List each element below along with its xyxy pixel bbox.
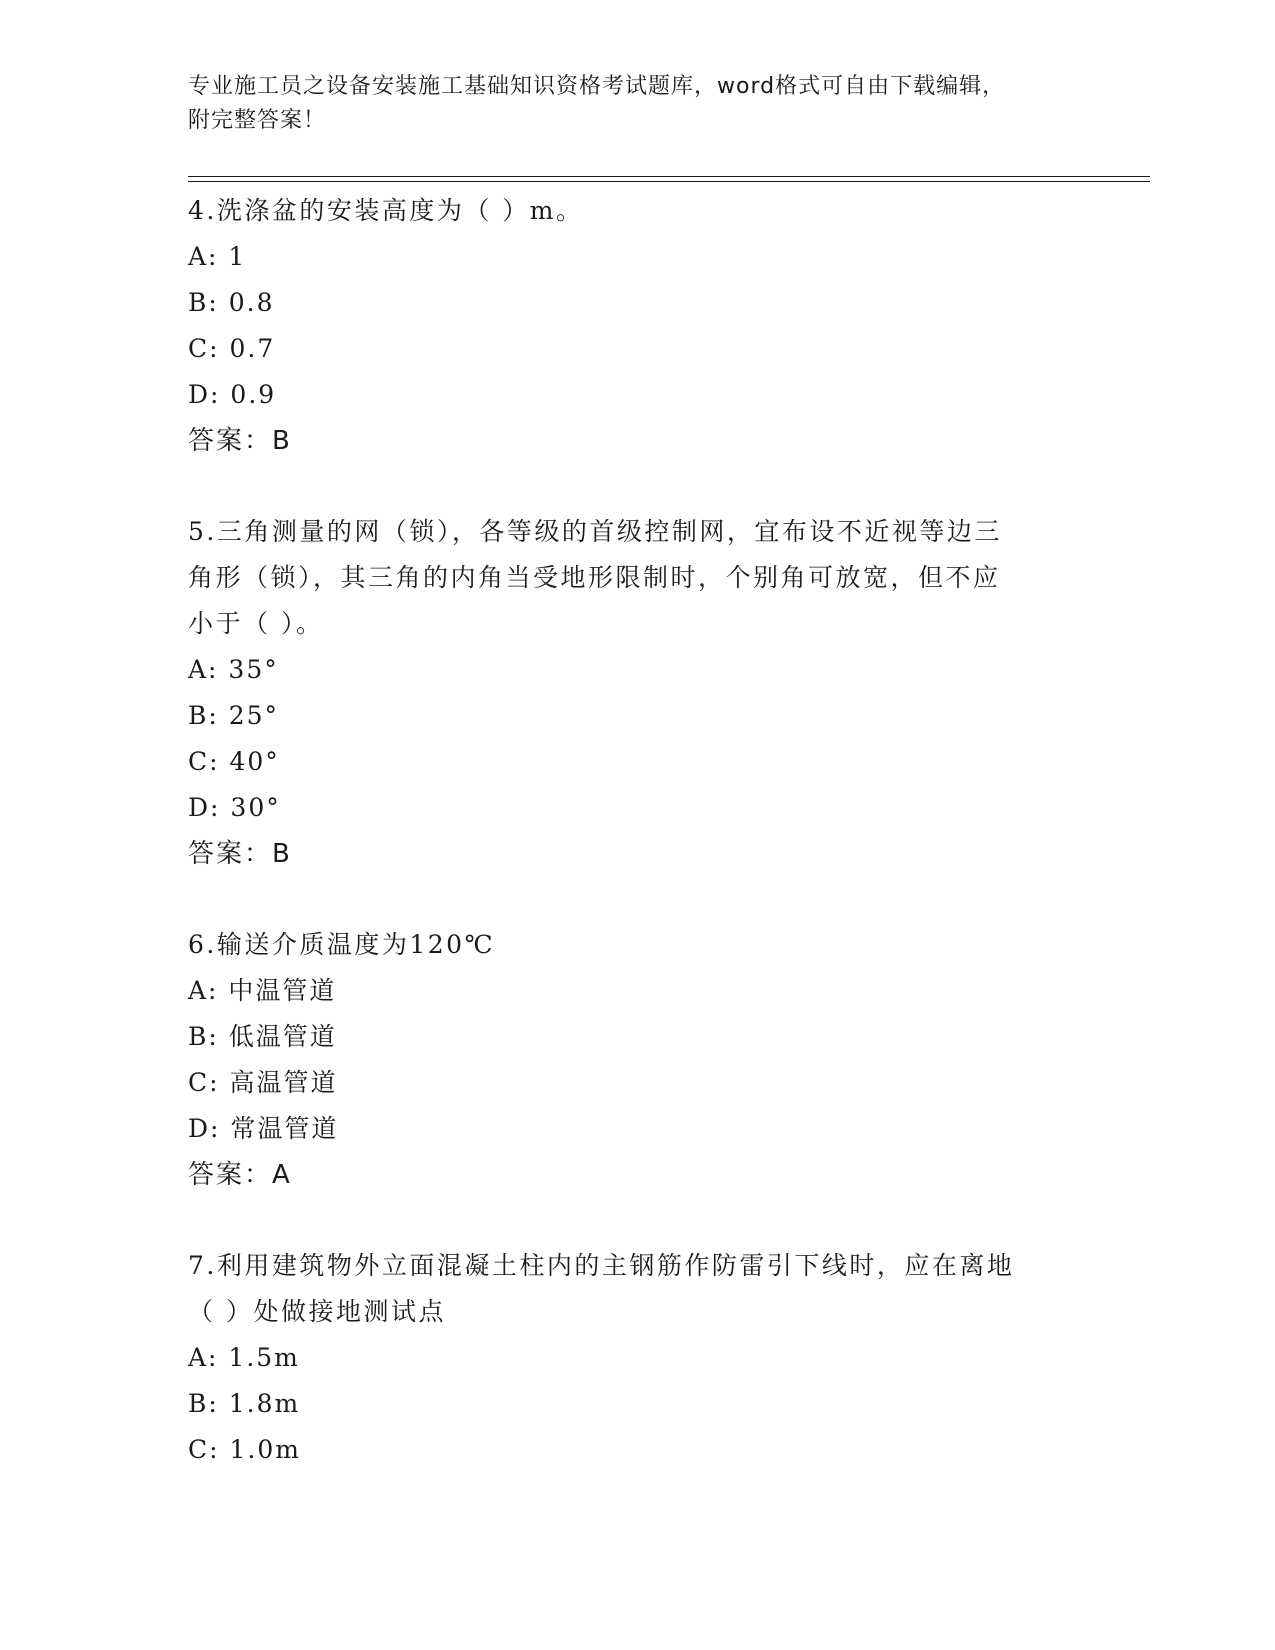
option-b: B: 低温管道 [188, 1022, 337, 1051]
question-stem-line-2: 角形（锁），其三角的内角当受地形限制时，个别角可放宽，但不应 [188, 563, 1001, 592]
option-a: A: 中温管道 [188, 976, 337, 1005]
option-c: C: 高温管道 [188, 1068, 338, 1097]
option-d: D: 0.9 [188, 380, 277, 409]
question-stem-line-3: 小于（ ）。 [188, 609, 324, 638]
question-stem-line-1: 5.三角测量的网（锁），各等级的首级控制网，宜布设不近视等边三 [188, 517, 1002, 546]
answer: 答案：B [188, 839, 292, 869]
header-line-2: 附完整答案！ [188, 108, 327, 133]
option-d: D: 30° [188, 793, 281, 822]
spacer [188, 464, 1068, 509]
option-c: C: 1.0m [188, 1435, 301, 1464]
question-block [188, 509, 1068, 877]
option-b: B: 0.8 [188, 288, 275, 317]
question-stem: 6.输送介质温度为120℃ [188, 930, 496, 959]
question-stem-line-2: （ ）处做接地测试点 [188, 1297, 446, 1326]
option-a: A: 1 [188, 242, 247, 271]
option-b: B: 1.8m [188, 1389, 301, 1418]
question-stem-line-1: 7.利用建筑物外立面混凝土柱内的主钢筋作防雷引下线时，应在离地 [188, 1251, 1015, 1280]
question-block [188, 922, 1068, 1198]
document-header [188, 70, 1068, 138]
question-stem: 4.洗涤盆的安装高度为（ ）m。 [188, 196, 584, 225]
option-b: B: 25° [188, 701, 280, 730]
option-c: C: 40° [188, 747, 280, 776]
option-a: A: 1.5m [188, 1343, 300, 1372]
question-block [188, 1243, 1068, 1473]
header-divider-top [188, 176, 1150, 177]
answer: 答案：B [188, 426, 292, 456]
option-a: A: 35° [188, 655, 279, 684]
spacer [188, 877, 1068, 922]
header-line-1: 专业施工员之设备安装施工基础知识资格考试题库，word格式可自由下载编辑， [188, 74, 1006, 99]
option-d: D: 常温管道 [188, 1114, 339, 1143]
question-block [188, 188, 1068, 464]
option-c: C: 0.7 [188, 334, 276, 363]
answer: 答案：A [188, 1160, 292, 1190]
spacer [188, 1198, 1068, 1243]
question-list [188, 188, 1068, 1473]
header-divider-bottom [188, 181, 1150, 182]
